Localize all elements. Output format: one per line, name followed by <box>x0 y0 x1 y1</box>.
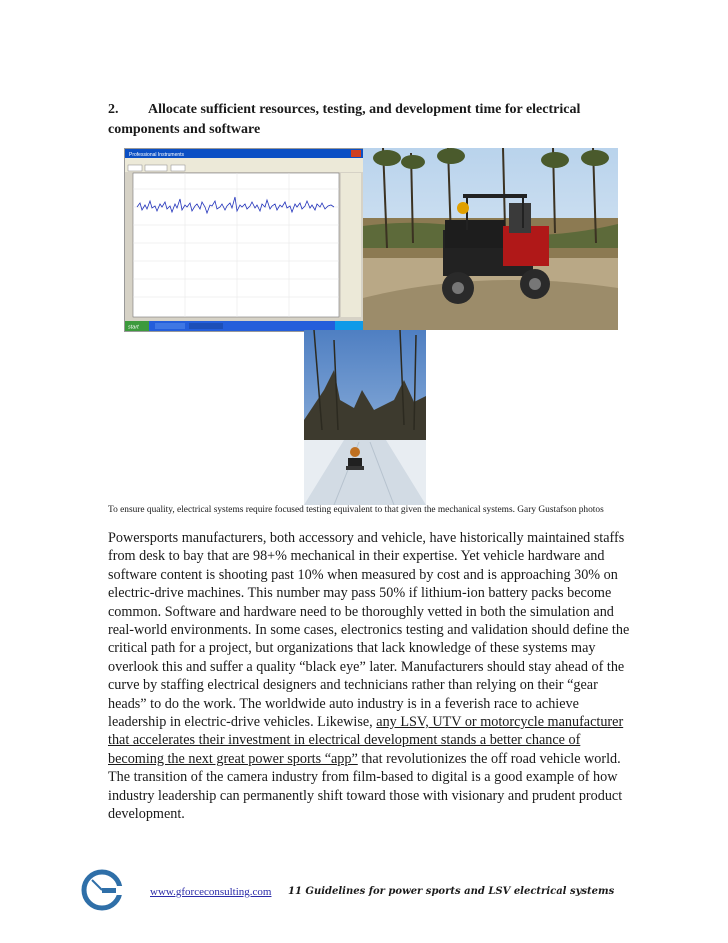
snowmobile-photo-graphic <box>304 330 426 505</box>
utv-photo-graphic <box>363 148 618 330</box>
body-link-text[interactable]: any LSV, UTV or motorcycle manufacturer that accelerates their investment in electrical development stands a better chance of becoming the next great power sports “app” <box>108 714 624 767</box>
page-footer <box>80 868 660 908</box>
screenshot-graphic <box>125 149 363 331</box>
utv-photo <box>363 148 618 330</box>
footer-website-link[interactable]: www.gforceconsulting.com <box>150 886 272 898</box>
body-paragraph <box>108 529 630 824</box>
snowmobile-photo <box>304 330 426 505</box>
photo-caption: To ensure quality, electrical systems require focused testing equivalent to that given the mechanical systems. Gary Gustafson photos <box>108 505 604 515</box>
start-button-label: start <box>128 324 139 331</box>
testing-software-screenshot <box>124 148 364 332</box>
window-title: Professional Instruments <box>129 152 185 158</box>
body-text-before: Powersports manufacturers, both accessory and vehicle, have historically maintained staffs from desk to bay that are 98+% mechanical in their expertise. Yet vehicle hardware and software content is shooting past 10% when measured by cost and is approaching 30% on electric-drive machines. This number may pass 50% if lithium-ion battery packs become common. Software and hardware need to be thoroughly vetted in both the simulation and real-world environments. In some cases, electronics testing and validation should define the critical path for a project, but organizations that lack knowledge of these systems may overlook this and suffer a quality “black eye” later. Manufacturers should stay ahead of the curve by staffing electrical designers and technicians rather than relying on their “gear heads” to do the work. The worldwide auto industry is in a feverish race to achieve leadership in electric-drive vehicles. Likewise, <box>108 530 630 731</box>
gforce-logo-icon <box>80 868 124 912</box>
footer-document-title: 11 Guidelines for power sports and LSV electrical systems <box>288 886 615 897</box>
section-heading <box>108 100 628 140</box>
section-title: Allocate sufficient resources, testing, and development time for electrical components and software <box>108 102 581 137</box>
section-number: 2. <box>108 102 119 117</box>
body-text-after: that revolutionizes the off road vehicle world. The transition of the camera industry from film-based to digital is a good example of how industry leadership can permanently shift toward those with visionary and prudent product development. <box>108 750 623 823</box>
